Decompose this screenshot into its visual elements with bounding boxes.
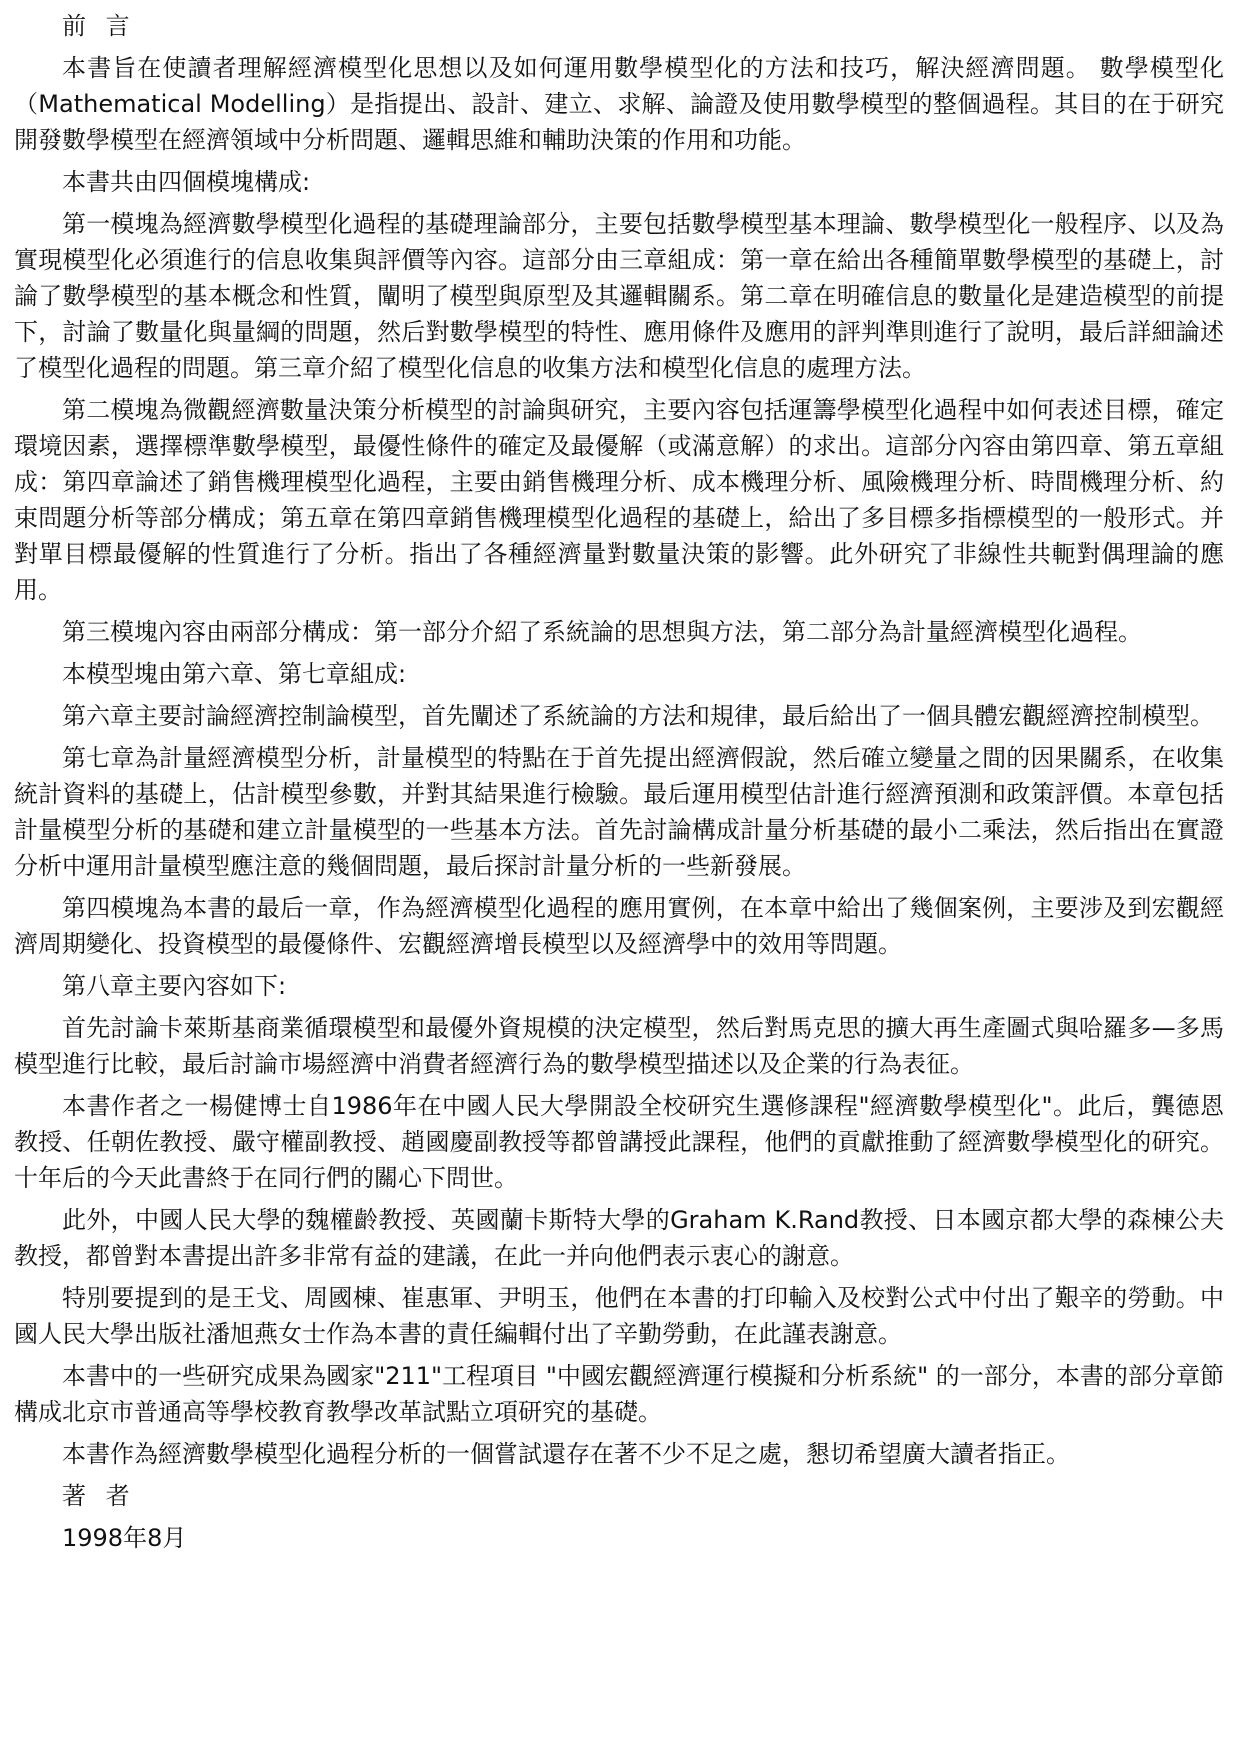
paragraph-research-project: 本書中的一些研究成果為國家"211"工程項目 "中國宏觀經濟運行模擬和分析系統" 的一部分，本書的部分章節構成北京市普通高等學校教育教學改革試點立項研究的基礎。 <box>14 1362 1224 1426</box>
paragraph-module-three: 第三模塊內容由兩部分構成：第一部分介紹了系統論的思想與方法，第二部分為計量經濟模型化過程。 <box>62 618 1142 646</box>
paragraph-chapter-eight-intro: 第八章主要內容如下: <box>62 972 287 1000</box>
paragraph-closing: 本書作為經濟數學模型化過程分析的一個嘗試還存在著不少不足之處，懇切希望廣大讀者指正。 <box>62 1440 1070 1468</box>
paragraph-chapters-six-seven: 本模型塊由第六章、第七章組成: <box>62 660 407 688</box>
paragraph-chapter-six: 第六章主要討論經濟控制論模型，首先闡述了系統論的方法和規律，最后給出了一個具體宏觀經濟控制模型。 <box>62 702 1214 730</box>
paragraph-module-one: 第一模塊為經濟數學模型化過程的基礎理論部分，主要包括數學模型基本理論、數學模型化一般程序、以及為實現模型化必須進行的信息收集與評價等內容。這部分由三章組成：第一章在給出各種簡單數學模型的基礎上，討論了數學模型的基本概念和性質，闡明了模型與原型及其邏輯關系。第二章在明確信息的數量化是建造模型的前提下，討論了數量化與量綱的問題，然后對數學模型的特性、應用條件及應用的評判準則進行了說明，最后詳細論述了模型化過程的問題。第三章介紹了模型化信息的收集方法和模型化信息的處理方法。 <box>14 210 1224 382</box>
paragraph-module-two: 第二模塊為微觀經濟數量決策分析模型的討論與研究，主要內容包括運籌學模型化過程中如何表述目標，確定環境因素，選擇標準數學模型，最優性條件的確定及最優解（或滿意解）的求出。這部分內容由第四章、第五章組成：第四章論述了銷售機理模型化過程，主要由銷售機理分析、成本機理分析、風險機理分析、時間機理分析、約束問題分析等部分構成；第五章在第四章銷售機理模型化過程的基礎上，給出了多目標多指標模型的一般形式。并對單目標最優解的性質進行了分析。指出了各種經濟量對數量決策的影響。此外研究了非線性共軛對偶理論的應用。 <box>14 396 1224 604</box>
paragraph-module-four: 第四模塊為本書的最后一章，作為經濟模型化過程的應用實例，在本章中給出了幾個案例，主要涉及到宏觀經濟周期變化、投資模型的最優條件、宏觀經濟增長模型以及經濟學中的效用等問題。 <box>14 894 1224 958</box>
paragraph-course-history: 本書作者之一楊健博士自1986年在中國人民大學開設全校研究生選修課程"經濟數學模型化"。此后，龔德恩教授、任朝佐教授、嚴守權副教授、趙國慶副教授等都曾講授此課程，他們的貢獻推動了經濟數學模型化的研究。十年后的今天此書終于在同行們的關心下問世。 <box>14 1092 1224 1192</box>
paragraph-acknowledgement-advisors: 此外，中國人民大學的魏權齡教授、英國蘭卡斯特大學的Graham K.Rand教授、日本國京都大學的森棟公夫教授，都曾對本書提出許多非常有益的建議，在此一并向他們表示衷心的謝意。 <box>14 1206 1224 1270</box>
author-signature: 著 者 <box>62 1482 136 1510</box>
paragraph-acknowledgement-staff: 特別要提到的是王戈、周國棟、崔惠軍、尹明玉，他們在本書的打印輸入及校對公式中付出了艱辛的勞動。中國人民大學出版社潘旭燕女士作為本書的責任編輯付出了辛勤勞動，在此謹表謝意。 <box>14 1284 1224 1348</box>
paragraph-chapter-eight: 首先討論卡萊斯基商業循環模型和最優外資規模的決定模型，然后對馬克思的擴大再生產圖式與哈羅多—多馬模型進行比較，最后討論市場經濟中消費者經濟行為的數學模型描述以及企業的行為表征。 <box>14 1014 1224 1078</box>
publication-date: 1998年8月 <box>62 1524 187 1552</box>
paragraph-modules-overview: 本書共由四個模塊構成: <box>62 168 311 196</box>
paragraph-chapter-seven: 第七章為計量經濟模型分析，計量模型的特點在于首先提出經濟假說，然后確立變量之間的因果關系，在收集統計資料的基礎上，估計模型參數，并對其結果進行檢驗。最后運用模型估計進行經濟預測和政策評價。本章包括計量模型分析的基礎和建立計量模型的一些基本方法。首先討論構成計量分析基礎的最小二乘法，然后指出在實證分析中運用計量模型應注意的幾個問題，最后探討計量分析的一些新發展。 <box>14 744 1224 880</box>
preface-heading: 前 言 <box>62 12 136 40</box>
paragraph-intro: 本書旨在使讀者理解經濟模型化思想以及如何運用數學模型化的方法和技巧，解決經濟問題。 數學模型化（Mathematical Modelling）是指提出、設計、建立、求解、論證及使用數學模型的整個過程。其目的在于研究開發數學模型在經濟領域中分析問題、邏輯思維和輔助決策的作用和功能。 <box>14 54 1224 154</box>
